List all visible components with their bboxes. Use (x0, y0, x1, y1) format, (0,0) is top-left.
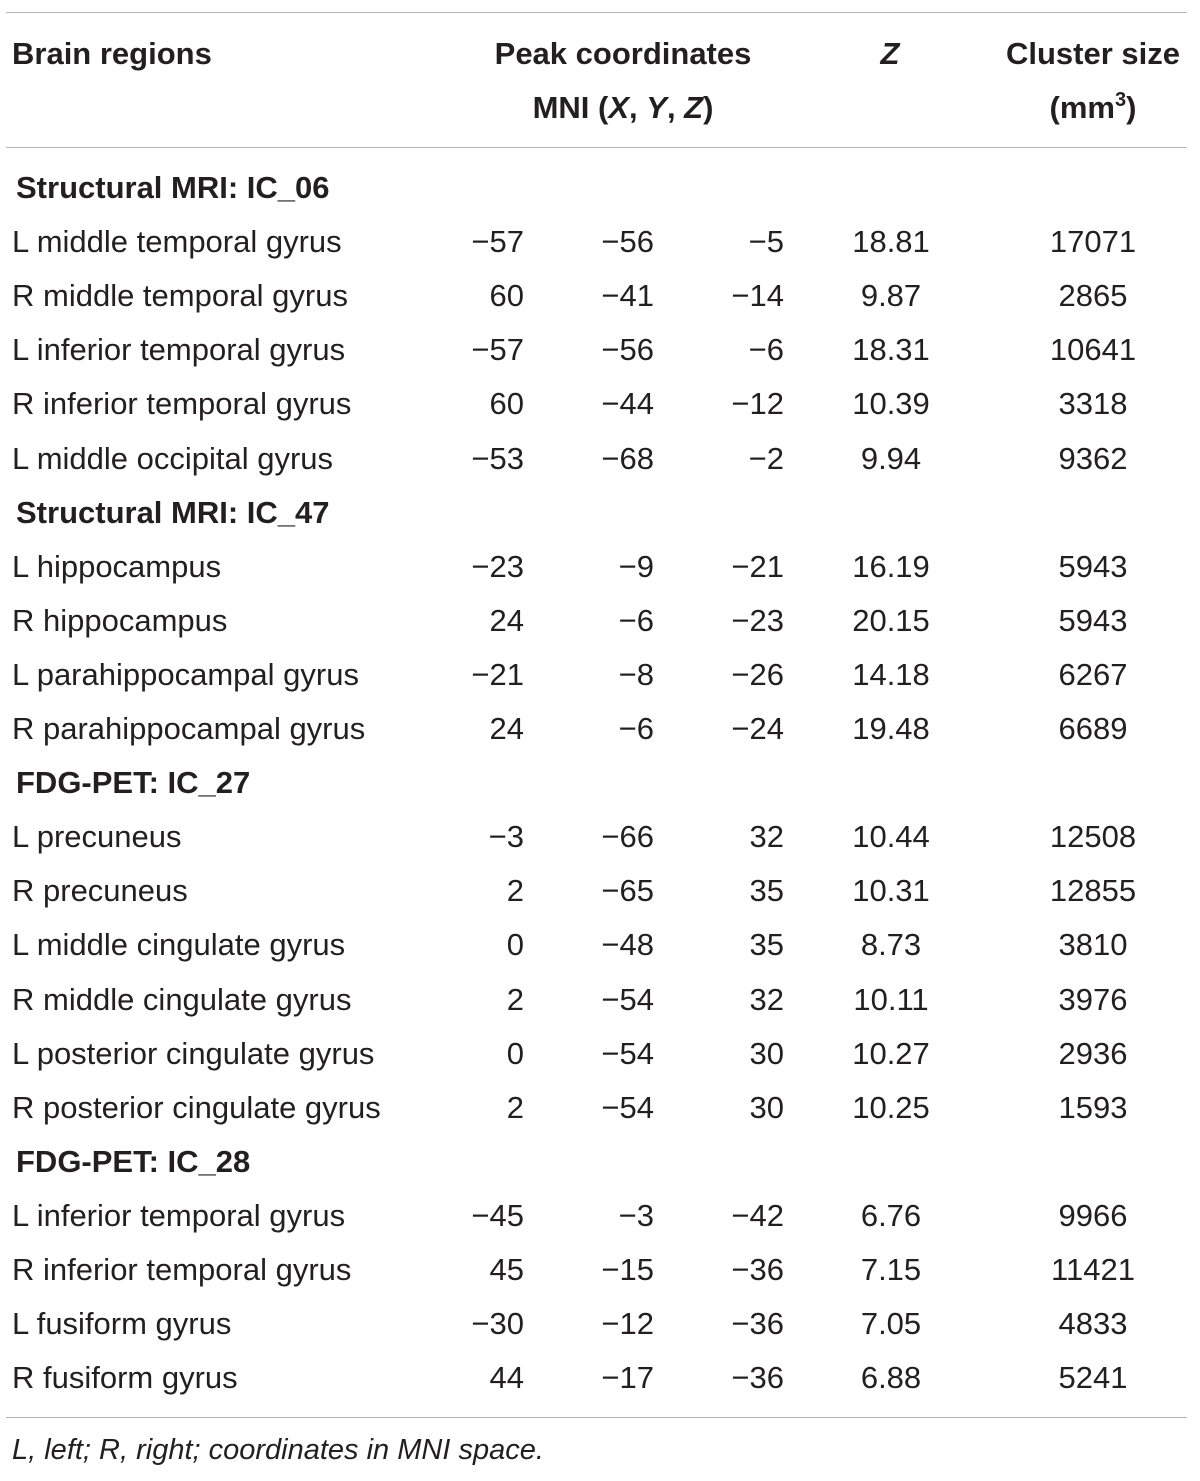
header-peak-close: ) (703, 90, 714, 125)
header-peak-sep1: , (629, 90, 647, 125)
cell-z-coord: 35 (749, 873, 784, 908)
cell-z-score: 18.31 (852, 332, 930, 367)
cell-y: −68 (601, 441, 654, 476)
cell-z-score: 6.88 (860, 1360, 922, 1395)
header-cluster-unit-post: ) (1126, 90, 1137, 125)
cell-y: −56 (601, 332, 654, 367)
cell-cluster-size: 5943 (1058, 549, 1128, 584)
cell-z-score: 14.18 (852, 657, 930, 692)
cell-region: L middle cingulate gyrus (12, 927, 346, 962)
cell-region: R middle cingulate gyrus (12, 982, 352, 1017)
cell-z-coord: −21 (731, 549, 784, 584)
cell-y: −48 (601, 927, 654, 962)
cell-z-score: 9.87 (860, 278, 922, 313)
cell-x: 2 (506, 982, 524, 1017)
cell-z-coord: −12 (731, 386, 784, 421)
cell-z-score: 7.15 (860, 1252, 922, 1287)
cell-region: R middle temporal gyrus (12, 278, 348, 313)
cell-z-score: 10.25 (852, 1090, 930, 1125)
header-cluster-unit-sup: 3 (1115, 89, 1127, 111)
header-peak-x: X (608, 90, 630, 125)
cell-cluster-size: 5943 (1058, 603, 1128, 638)
cell-z-score: 18.81 (852, 224, 930, 259)
cell-x: 60 (489, 278, 524, 313)
cell-cluster-size: 4833 (1058, 1306, 1128, 1341)
footnote: L, left; R, right; coordinates in MNI space. (12, 1434, 544, 1466)
cell-y: −6 (618, 603, 654, 638)
cell-cluster-size: 2865 (1058, 278, 1128, 313)
header-z (881, 36, 900, 72)
cell-cluster-size: 6689 (1058, 711, 1128, 746)
cell-region: L inferior temporal gyrus (12, 332, 346, 367)
header-cluster-size: Cluster size (1005, 36, 1181, 71)
cell-cluster-size: 2936 (1058, 1036, 1128, 1071)
cell-z-score: 10.11 (853, 982, 929, 1017)
cell-cluster-size: 12855 (1049, 873, 1137, 908)
cell-z-coord: −26 (731, 657, 784, 692)
cell-cluster-size: 3318 (1058, 386, 1128, 421)
header-peak-mni-open: MNI ( (532, 90, 609, 125)
cell-region: R inferior temporal gyrus (12, 1252, 352, 1287)
cell-x: −53 (471, 441, 524, 476)
cell-y: −54 (601, 1036, 654, 1071)
cell-y: −56 (601, 224, 654, 259)
cell-y: −6 (618, 711, 654, 746)
section-title: Structural MRI: IC_47 (16, 495, 330, 530)
cell-x: −21 (471, 657, 524, 692)
cell-x: −57 (471, 224, 524, 259)
cell-x: −3 (488, 819, 524, 854)
header-cluster-unit (1050, 90, 1137, 126)
cell-region: L middle temporal gyrus (12, 224, 342, 259)
cell-cluster-size: 3976 (1058, 982, 1128, 1017)
cell-cluster-size: 9966 (1058, 1198, 1128, 1233)
cell-region: L inferior temporal gyrus (12, 1198, 346, 1233)
cell-region: L precuneus (12, 819, 182, 854)
cell-z-score: 10.31 (852, 873, 930, 908)
header-z-label: Z (880, 36, 900, 71)
cell-x: 24 (489, 603, 524, 638)
cell-x: 45 (489, 1252, 524, 1287)
cell-y: −3 (618, 1198, 654, 1233)
cell-cluster-size: 12508 (1049, 819, 1137, 854)
cell-y: −54 (601, 1090, 654, 1125)
cell-x: −57 (471, 332, 524, 367)
cell-region: R inferior temporal gyrus (12, 386, 352, 421)
cell-z-score: 10.44 (852, 819, 930, 854)
cell-cluster-size: 3810 (1058, 927, 1128, 962)
cell-region: L hippocampus (12, 549, 222, 584)
cell-y: −17 (601, 1360, 654, 1395)
cell-y: −54 (601, 982, 654, 1017)
cell-z-score: 10.27 (852, 1036, 930, 1071)
section-title: FDG-PET: IC_28 (16, 1144, 251, 1179)
header-brain-regions: Brain regions (12, 36, 212, 71)
bottom-rule (6, 1417, 1187, 1418)
cell-z-coord: −24 (731, 711, 784, 746)
header-peak-z: Z (684, 90, 704, 125)
top-rule (6, 12, 1187, 13)
section-title: Structural MRI: IC_06 (16, 170, 330, 205)
cell-cluster-size: 9362 (1058, 441, 1128, 476)
cell-z-score: 7.05 (860, 1306, 922, 1341)
cell-z-coord: −6 (748, 332, 784, 367)
header-peak-coordinates: Peak coordinates (494, 36, 752, 71)
cell-z-coord: −42 (731, 1198, 784, 1233)
cell-region: R parahippocampal gyrus (12, 711, 366, 746)
cell-region: R fusiform gyrus (12, 1360, 238, 1395)
cell-region: L middle occipital gyrus (12, 441, 334, 476)
cell-cluster-size: 6267 (1058, 657, 1128, 692)
cell-z-coord: −14 (731, 278, 784, 313)
cell-x: 24 (489, 711, 524, 746)
cell-region: R hippocampus (12, 603, 228, 638)
cell-x: 2 (506, 1090, 524, 1125)
cell-region: R precuneus (12, 873, 188, 908)
cell-z-score: 9.94 (860, 441, 922, 476)
cell-y: −9 (618, 549, 654, 584)
cell-region: L parahippocampal gyrus (12, 657, 359, 692)
cell-region: R posterior cingulate gyrus (12, 1090, 381, 1125)
cell-x: −45 (471, 1198, 524, 1233)
cell-x: −30 (471, 1306, 524, 1341)
cell-z-coord: −36 (731, 1252, 784, 1287)
cell-z-coord: 35 (749, 927, 784, 962)
cell-z-coord: −36 (731, 1306, 784, 1341)
cell-region: L posterior cingulate gyrus (12, 1036, 375, 1071)
section-title: FDG-PET: IC_27 (16, 765, 251, 800)
cell-z-coord: −23 (731, 603, 784, 638)
cell-z-coord: 32 (749, 819, 784, 854)
cell-z-coord: −2 (748, 441, 784, 476)
cell-y: −44 (601, 386, 654, 421)
cell-x: 0 (506, 1036, 524, 1071)
header-cluster-unit-pre: (mm (1049, 90, 1115, 125)
cell-z-coord: −36 (731, 1360, 784, 1395)
cell-cluster-size: 10641 (1049, 332, 1137, 367)
cell-y: −41 (601, 278, 654, 313)
cell-y: −66 (601, 819, 654, 854)
cell-cluster-size: 11421 (1051, 1252, 1135, 1287)
header-peak-mni (533, 90, 714, 126)
cell-z-coord: 32 (749, 982, 784, 1017)
cell-cluster-size: 17071 (1049, 224, 1137, 259)
header-rule (6, 147, 1187, 148)
header-peak-sep2: , (666, 90, 685, 125)
cell-z-score: 20.15 (852, 603, 930, 638)
cell-x: 2 (506, 873, 524, 908)
cell-y: −65 (601, 873, 654, 908)
header-peak-y: Y (646, 90, 667, 125)
cell-z-coord: 30 (749, 1036, 784, 1071)
cell-cluster-size: 1593 (1058, 1090, 1128, 1125)
cell-z-coord: −5 (748, 224, 784, 259)
cell-x: −23 (471, 549, 524, 584)
cell-x: 0 (506, 927, 524, 962)
cell-z-score: 16.19 (852, 549, 930, 584)
cell-y: −15 (601, 1252, 654, 1287)
cell-x: 44 (489, 1360, 524, 1395)
cell-x: 60 (489, 386, 524, 421)
cell-y: −8 (618, 657, 654, 692)
cell-z-coord: 30 (749, 1090, 784, 1125)
cell-z-score: 19.48 (852, 711, 930, 746)
cell-z-score: 8.73 (860, 927, 922, 962)
cell-z-score: 10.39 (852, 386, 930, 421)
cell-cluster-size: 5241 (1058, 1360, 1128, 1395)
cell-y: −12 (601, 1306, 654, 1341)
cell-z-score: 6.76 (860, 1198, 922, 1233)
cell-region: L fusiform gyrus (12, 1306, 232, 1341)
